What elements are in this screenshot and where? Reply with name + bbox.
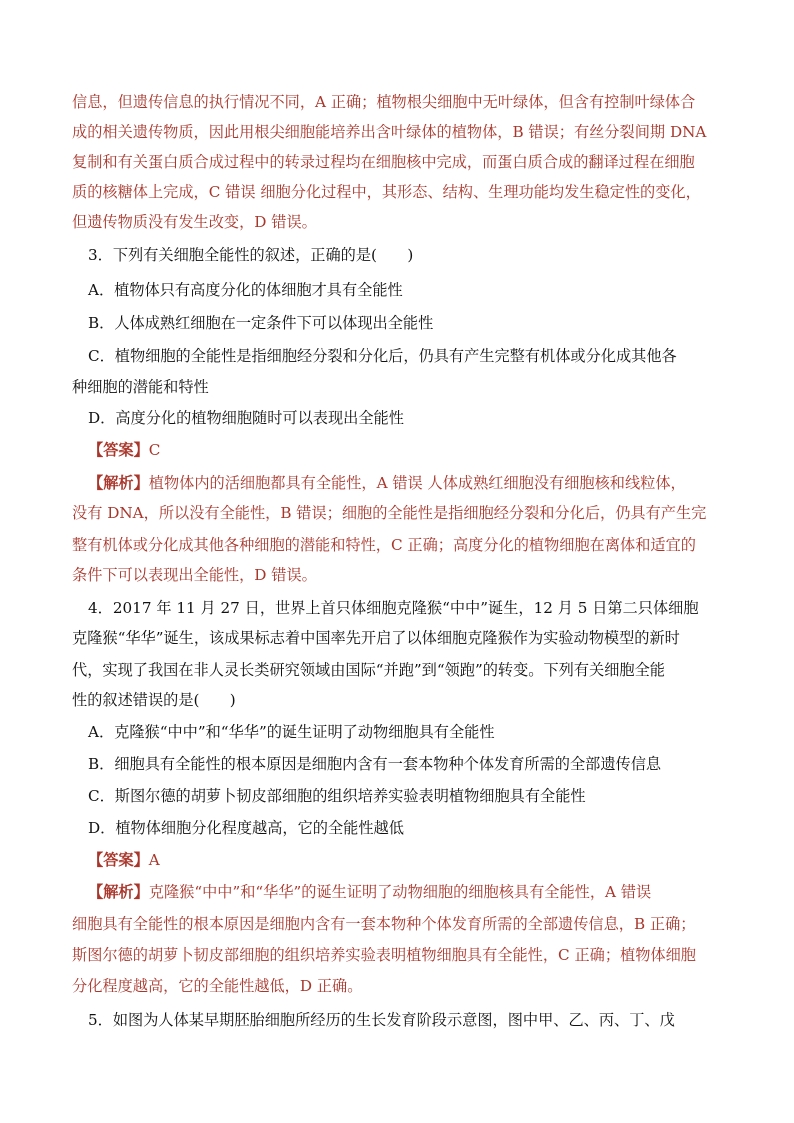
text-line: [72, 628, 732, 648]
section-tag: 【解析】: [88, 883, 149, 901]
text-line: [88, 313, 748, 333]
text-line: [72, 535, 732, 555]
text-line: [88, 346, 748, 366]
section-tag: 【答案】: [88, 851, 149, 869]
text-line: [88, 850, 748, 870]
text-line: [72, 182, 732, 202]
text-span: 克隆猴“中中”和“华华”的诞生证明了动物细胞的细胞核具有全能性，A 错误: [148, 883, 652, 901]
text-line: [72, 976, 732, 996]
text-line: [72, 212, 732, 232]
text-span: D．高度分化的植物细胞随时可以表现出全能性: [88, 409, 404, 427]
text-line: [72, 565, 732, 585]
text-span: 没有 DNA，所以没有全能性，B 错误；细胞的全能性是指细胞经分裂和分化后，仍具有产生完: [72, 504, 707, 522]
text-span: B．人体成熟红细胞在一定条件下可以体现出全能性: [88, 314, 434, 332]
text-line: [88, 245, 748, 265]
text-span: 细胞具有全能性的根本原因是细胞内含有一套本物种个体发育所需的全部遗传信息，B 正确；: [72, 915, 696, 933]
text-span: 斯图尔德的胡萝卜韧皮部细胞的组织培养实验表明植物细胞具有全能性，C 正确；植物体细胞: [72, 946, 696, 964]
text-span: C: [148, 441, 161, 459]
text-span: C．斯图尔德的胡萝卜韧皮部细胞的组织培养实验表明植物细胞具有全能性: [88, 787, 586, 805]
text-span: A．植物体只有高度分化的体细胞才具有全能性: [88, 281, 403, 299]
text-span: A．克隆猴“中中”和“华华”的诞生证明了动物细胞具有全能性: [88, 723, 495, 741]
text-line: [72, 152, 732, 172]
text-line: [72, 945, 732, 965]
text-span: 3．下列有关细胞全能性的叙述，正确的是( ): [88, 246, 414, 264]
text-line: [88, 280, 748, 300]
text-span: 信息，但遗传信息的执行情况不同，A 正确；植物根尖细胞中无叶绿体，但含有控制叶绿体合: [72, 93, 696, 111]
text-line: [88, 473, 748, 493]
text-line: [72, 660, 732, 680]
text-line: [72, 914, 732, 934]
text-line: [72, 92, 732, 112]
text-line: [88, 754, 748, 774]
text-line: [88, 722, 748, 742]
text-line: [88, 440, 748, 460]
text-line: [72, 377, 732, 397]
text-span: B．细胞具有全能性的根本原因是细胞内含有一套本物种个体发育所需的全部遗传信息: [88, 755, 662, 773]
text-line: [72, 122, 732, 142]
text-line: [88, 408, 748, 428]
text-span: D．植物体细胞分化程度越高，它的全能性越低: [88, 819, 404, 837]
text-line: [72, 690, 732, 710]
text-span: 但遗传物质没有发生改变，D 错误。: [72, 213, 317, 231]
text-span: 分化程度越高，它的全能性越低，D 正确。: [72, 977, 363, 995]
text-span: 质的核糖体上完成，C 错误 细胞分化过程中，其形态、结构、生理功能均发生稳定性的变化，: [72, 183, 701, 201]
text-span: 代，实现了我国在非人灵长类研究领域由国际“并跑”到“领跑”的转变。下列有关细胞全能: [72, 661, 665, 679]
text-span: 条件下可以表现出全能性，D 错误。: [72, 566, 317, 584]
text-line: [88, 818, 748, 838]
text-line: [88, 882, 748, 902]
text-line: [72, 503, 732, 523]
text-span: 植物体内的活细胞都具有全能性，A 错误 人体成熟红细胞没有细胞核和线粒体，: [148, 474, 686, 492]
text-span: 5．如图为人体某早期胚胎细胞所经历的生长发育阶段示意图，图中甲、乙、丙、丁、戊: [88, 1011, 675, 1029]
text-line: [88, 598, 748, 618]
text-span: C．植物细胞的全能性是指细胞经分裂和分化后，仍具有产生完整有机体或分化成其他各: [88, 347, 677, 365]
text-span: A: [148, 851, 160, 869]
text-span: 性的叙述错误的是( ): [72, 691, 236, 709]
text-span: 整有机体或分化成其他各种细胞的潜能和特性，C 正确；高度分化的植物细胞在离体和适宜的: [72, 536, 696, 554]
text-span: 成的相关遗传物质，因此用根尖细胞能培养出含叶绿体的植物体，B 错误；有丝分裂间期 DNA: [72, 123, 707, 141]
text-line: [88, 1010, 748, 1030]
section-tag: 【答案】: [88, 441, 149, 459]
text-span: 克隆猴“华华”诞生，该成果标志着中国率先开启了以体细胞克隆猴作为实验动物模型的新时: [72, 629, 680, 647]
text-span: 复制和有关蛋白质合成过程中的转录过程均在细胞核中完成，而蛋白质合成的翻译过程在细胞: [72, 153, 695, 171]
text-span: 种细胞的潜能和特性: [72, 378, 209, 396]
section-tag: 【解析】: [88, 474, 149, 492]
text-span: 4．2017 年 11 月 27 日，世界上首只体细胞克隆猴“中中”诞生，12 月 5 日第二只体细胞: [88, 599, 699, 617]
text-line: [88, 786, 748, 806]
